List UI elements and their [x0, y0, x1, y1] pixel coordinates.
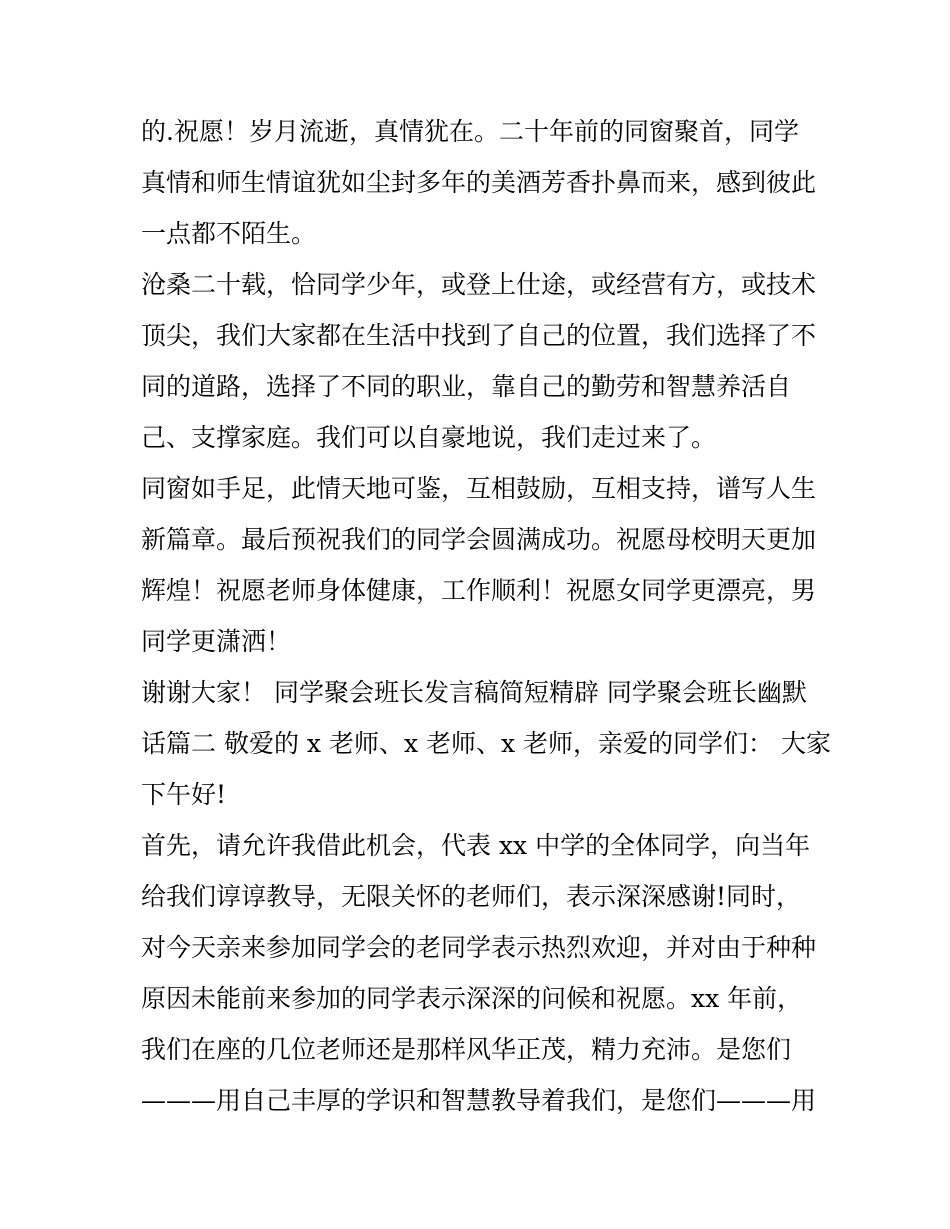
- text-line: 同窗如手足，此情天地可鉴，互相鼓励，互相支持，谱写人生: [141, 474, 817, 503]
- text-line: 顶尖，我们大家都在生活中找到了自己的位置，我们选择了不: [141, 321, 817, 350]
- text-line: 给我们谆谆教导，无限关怀的老师们，表示深深感谢!同时，: [141, 882, 802, 911]
- text-line: 真情和师生情谊犹如尘封多年的美酒芳香扑鼻而来，感到彼此: [141, 168, 817, 197]
- text-line: ———用自己丰厚的学识和智慧教导着我们，是您们———用: [141, 1086, 817, 1115]
- text-line: 辉煌！祝愿老师身体健康，工作顺利！祝愿女同学更漂亮，男: [141, 576, 817, 605]
- text-line: 下午好!: [141, 780, 227, 809]
- text-line: 我们在座的几位老师还是那样风华正茂，精力充沛。是您们: [141, 1035, 792, 1064]
- text-line: 同的道路，选择了不同的职业，靠自己的勤劳和智慧养活自: [141, 372, 792, 401]
- text-line: 新篇章。最后预祝我们的同学会圆满成功。祝愿母校明天更加: [141, 525, 817, 554]
- text-line: 话篇二 敬爱的 x 老师、x 老师、x 老师，亲爱的同学们： 大家: [141, 729, 831, 758]
- text-line: 同学更潇洒！: [141, 627, 292, 656]
- text-line: 对今天亲来参加同学会的老同学表示热烈欢迎，并对由于种种: [141, 933, 817, 962]
- document-body: [141, 106, 831, 1126]
- text-line: 一点都不陌生。: [141, 219, 317, 248]
- text-line: 的.祝愿！岁月流逝，真情犹在。二十年前的同窗聚首，同学: [141, 117, 799, 146]
- text-line: 沧桑二十载，恰同学少年，或登上仕途，或经营有方，或技术: [141, 270, 817, 299]
- text-line: 首先，请允许我借此机会，代表 xx 中学的全体同学，向当年: [141, 831, 811, 860]
- text-line: 原因未能前来参加的同学表示深深的问候和祝愿。xx 年前，: [141, 984, 803, 1013]
- text-line: 己、支撑家庭。我们可以自豪地说，我们走过来了。: [141, 423, 717, 452]
- text-line: 谢谢大家！ 同学聚会班长发言稿简短精辟 同学聚会班长幽默: [141, 678, 807, 707]
